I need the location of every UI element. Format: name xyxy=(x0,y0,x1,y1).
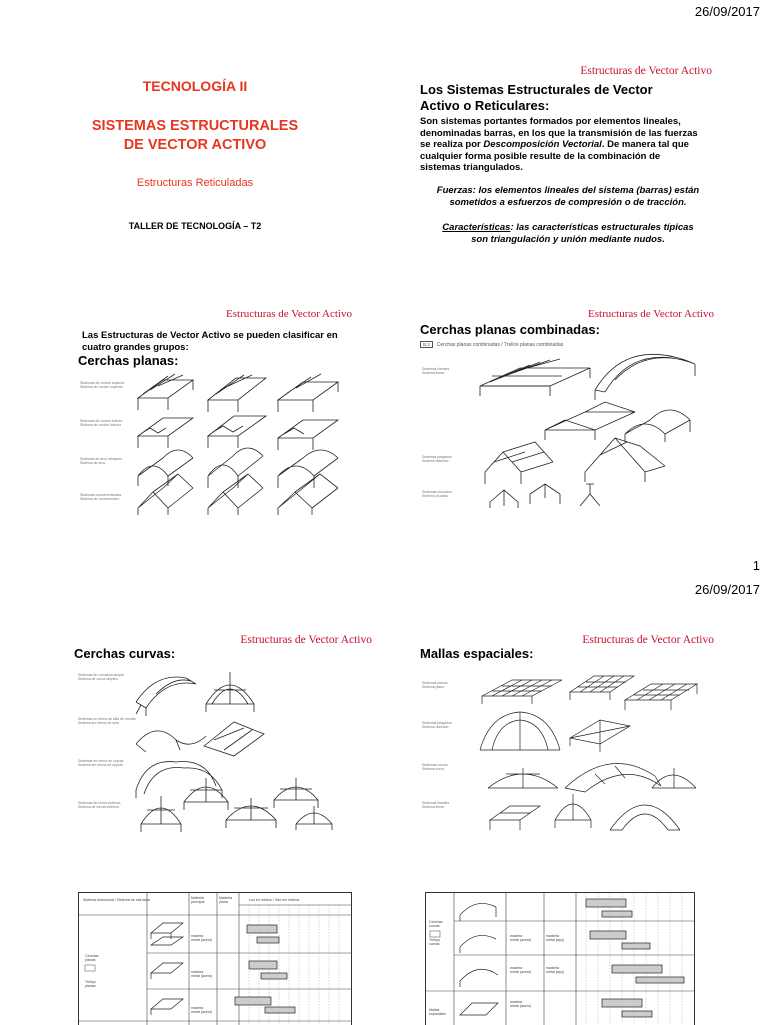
slide-combined-trusses xyxy=(412,300,712,520)
svg-text:Treliça: Treliça xyxy=(85,980,96,984)
svg-text:Sistemas plegados: Sistemas plegados xyxy=(422,721,452,725)
svg-text:Sistemas de arco rebajado: Sistemas de arco rebajado xyxy=(80,457,122,461)
svg-text:Sistema de contraventeo: Sistema de contraventeo xyxy=(80,497,119,501)
svg-text:Sistemas en forma de silla de: Sistemas en forma de silla de montar xyxy=(78,717,136,721)
svg-text:Sistema dobrado: Sistema dobrado xyxy=(422,459,449,463)
svg-text:madera: madera xyxy=(191,970,204,974)
svg-text:Cerchas: Cerchas xyxy=(85,954,99,958)
svg-text:principal: principal xyxy=(191,900,205,904)
definition-paragraph: Son sistemas portantes formados por elementos lineales, denominadas barras, en los que la transmisión de las fuerzas se realiza por Descomposición Vectorial. De manera tal que cualquier forma posible resulte de la combinación de sistemas triangulados. xyxy=(420,116,698,173)
svg-text:Sistemas lineales: Sistemas lineales xyxy=(422,367,450,371)
span-table-right-grid xyxy=(426,893,694,1025)
slide-flat-trusses xyxy=(62,300,352,520)
svg-text:plana: plana xyxy=(219,900,228,904)
svg-text:Sistemas lineales: Sistemas lineales xyxy=(422,801,450,805)
svg-text:Sistema de cordón inferior: Sistema de cordón inferior xyxy=(80,423,121,427)
svg-text:Sistemas planos: Sistemas planos xyxy=(422,681,448,685)
course-title: TECNOLOGÍA II xyxy=(142,78,248,94)
svg-text:Sistema dobrado: Sistema dobrado xyxy=(422,725,449,729)
svg-text:metal (aço): metal (aço) xyxy=(546,938,564,942)
slide-title: Mallas espaciales: xyxy=(420,646,534,661)
svg-text:Sistema curvo: Sistema curvo xyxy=(422,767,445,771)
slide-title xyxy=(20,60,370,280)
main-title-line2: DE VECTOR ACTIVO xyxy=(123,137,267,153)
slide-header: Estructuras de Vector Activo xyxy=(580,65,712,77)
combined-trusses-illustration xyxy=(420,350,720,515)
svg-text:Sistemas de curvatura simple: Sistemas de curvatura simple xyxy=(78,673,124,677)
intro-text: Las Estructuras de Vector Activo se pueden clasificar en cuatro grandes grupos: xyxy=(82,330,338,353)
svg-text:madera: madera xyxy=(510,966,523,970)
svg-text:Sistemas de forma esférica: Sistemas de forma esférica xyxy=(78,801,121,805)
page-number: 1 xyxy=(752,558,760,573)
svg-text:Sistemas curvos: Sistemas curvos xyxy=(422,763,448,767)
slide-header: Estructuras de Vector Activo xyxy=(582,634,714,646)
svg-text:madera: madera xyxy=(510,1000,523,1004)
svg-text:Sistema de curva simples: Sistema de curva simples xyxy=(78,677,118,681)
svg-text:Sistema em forma de cúpula: Sistema em forma de cúpula xyxy=(78,763,123,767)
svg-text:Luz en metros / Vão em metro: Luz en metros / Vão em metros xyxy=(249,898,300,902)
span-table-left xyxy=(78,892,352,1025)
slide-title: Cerchas planas combinadas: xyxy=(420,322,600,337)
definition-title-line2: Activo o Reticulares: xyxy=(420,98,550,113)
svg-text:metal (acero): metal (acero) xyxy=(191,974,213,978)
span-table-right xyxy=(425,892,695,1025)
svg-text:Sistema linear: Sistema linear xyxy=(422,371,445,375)
svg-text:Madeira: Madeira xyxy=(219,896,232,900)
slide-curved-trusses xyxy=(62,630,372,850)
svg-text:Sistemas de cordón inferior: Sistemas de cordón inferior xyxy=(80,419,123,423)
svg-text:Sistema cruzado: Sistema cruzado xyxy=(422,494,449,498)
workshop-label: TALLER DE TECNOLOGÍA – T2 xyxy=(128,221,262,231)
svg-text:Sistema em forma de sela: Sistema em forma de sela xyxy=(78,721,119,725)
svg-text:Sistema plano: Sistema plano xyxy=(422,685,445,689)
svg-text:Sistema estructural / Sistem: Sistema estructural / Sistema de estrutura xyxy=(83,898,150,902)
span-table-left-grid xyxy=(79,893,351,1025)
svg-text:Sistema de cordón superior: Sistema de cordón superior xyxy=(80,385,123,389)
svg-text:Treliça: Treliça xyxy=(429,938,440,942)
flat-trusses-illustration xyxy=(78,370,348,515)
svg-text:madeira: madeira xyxy=(546,966,559,970)
subtitle: Estructuras Reticuladas xyxy=(136,177,254,189)
svg-text:Sistemas plegados: Sistemas plegados xyxy=(422,455,452,459)
date-top: 26/09/2017 xyxy=(694,4,760,19)
svg-text:madeira: madeira xyxy=(546,934,559,938)
svg-text:Sistemas contraventeados: Sistemas contraventeados xyxy=(80,493,122,497)
svg-text:madera: madera xyxy=(191,934,204,938)
svg-text:metal (aço): metal (aço) xyxy=(546,970,564,974)
svg-text:metal (acero): metal (acero) xyxy=(191,938,213,942)
forces-paragraph: Fuerzas: los elementos lineales del sistema (barras) están sometidos a esfuerzos de compresión o de tracción. xyxy=(436,185,700,208)
svg-text:Cerchas: Cerchas xyxy=(429,920,443,924)
svg-text:Sistema de arco: Sistema de arco xyxy=(80,461,106,465)
svg-text:madera: madera xyxy=(191,1006,204,1010)
diagram-caption: B.2 Cerchas planas combinadas / Trelice planas combinadas xyxy=(420,341,563,348)
characteristics-paragraph: Características: las características estructurales típicas son triangulación y unión mediante nudos. xyxy=(442,222,694,245)
svg-text:curvas: curvas xyxy=(429,924,440,928)
svg-text:planas: planas xyxy=(85,958,96,962)
svg-text:curvas: curvas xyxy=(429,942,440,946)
definition-title-line1: Los Sistemas Estructurales de Vector xyxy=(420,82,653,97)
svg-text:espaciales: espaciales xyxy=(429,1012,446,1016)
svg-text:Mallas: Mallas xyxy=(429,1008,440,1012)
svg-text:Sistemas cruzados: Sistemas cruzados xyxy=(422,490,452,494)
slide-header: Estructuras de Vector Activo xyxy=(226,308,352,320)
main-title-line1: SISTEMAS ESTRUCTURALES xyxy=(91,118,299,134)
slide-header: Estructuras de Vector Activo xyxy=(240,634,372,646)
svg-text:metal (acero): metal (acero) xyxy=(510,970,532,974)
svg-text:metal (acero): metal (acero) xyxy=(191,1010,213,1014)
svg-text:Sistema linear: Sistema linear xyxy=(422,805,445,809)
slide-title: Cerchas planas: xyxy=(78,353,179,368)
svg-text:Sistemas en forma de cúpula: Sistemas en forma de cúpula xyxy=(78,759,124,763)
date-mid: 26/09/2017 xyxy=(694,582,760,597)
curved-trusses-illustration xyxy=(76,668,366,843)
svg-text:madera: madera xyxy=(510,934,523,938)
svg-text:Sistema de forma esférica: Sistema de forma esférica xyxy=(78,805,119,809)
space-frames-illustration xyxy=(420,668,720,843)
slide-header: Estructuras de Vector Activo xyxy=(588,308,714,320)
svg-text:metal (acero): metal (acero) xyxy=(510,1004,532,1008)
slide-definition xyxy=(412,60,712,280)
slide-space-frames xyxy=(412,630,712,850)
svg-text:metal (acero): metal (acero) xyxy=(510,938,532,942)
svg-text:planas: planas xyxy=(85,984,96,988)
svg-text:Sistemas de cordón superior: Sistemas de cordón superior xyxy=(80,381,125,385)
slide-title: Cerchas curvas: xyxy=(74,646,176,661)
svg-text:Material: Material xyxy=(191,896,204,900)
